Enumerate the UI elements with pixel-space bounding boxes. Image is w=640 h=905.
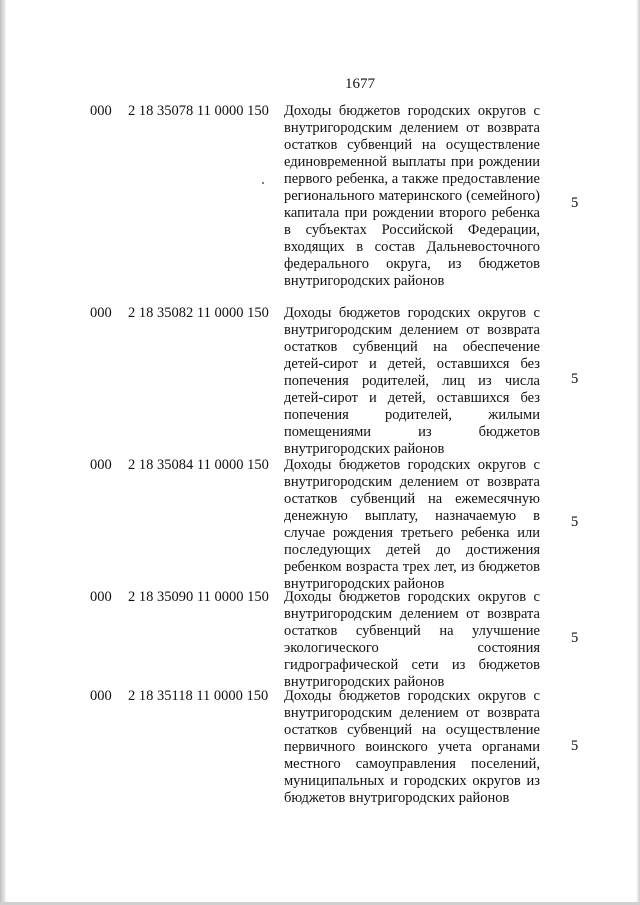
admin-code: 000 (90, 688, 112, 704)
row-value: 5 (571, 514, 579, 530)
budget-classification-code: 2 18 35084 11 0000 150 (128, 457, 269, 473)
revenue-name: Доходы бюджетов городских округов с внутригородским делением от возврата остатков субвенций на обеспечение детей-сирот и детей, оставшихся без попечения родителей, лиц из числа детей-сирот и детей, оставшихся без попечения родителей, жилыми помещениями из бюджетов внутригородских районов (284, 305, 540, 457)
budget-classification-code: 2 18 35082 11 0000 150 (128, 305, 269, 321)
row-value: 5 (571, 195, 579, 211)
scan-speck (262, 182, 264, 184)
row-value: 5 (571, 630, 579, 646)
admin-code: 000 (90, 305, 112, 321)
budget-classification-code: 2 18 35078 11 0000 150 (128, 103, 269, 119)
budget-classification-code: 2 18 35090 11 0000 150 (128, 589, 269, 605)
revenue-name: Доходы бюджетов городских округов с внутригородским делением от возврата остатков субвенций на осуществление первичного воинского учета органами местного самоуправления поселений, муниципальных и городских округов из бюджетов внутригородских районов (284, 688, 540, 806)
admin-code: 000 (90, 589, 112, 605)
scan-left-edge (0, 0, 6, 905)
scan-right-edge (636, 0, 640, 905)
revenue-name: Доходы бюджетов городских округов с внутригородским делением от возврата остатков субвенций на осуществление единовременной выплаты при рождении первого ребенка, а также предоставление регионального материнского (семейного) капитала при рождении второго ребенка в субъектах Российской Федерации, входящих в состав Дальневосточного федерального округа, из бюджетов внутригородских районов (284, 103, 540, 289)
page-number: 1677 (345, 76, 375, 92)
row-value: 5 (571, 738, 579, 754)
budget-classification-code: 2 18 35118 11 0000 150 (128, 688, 269, 704)
admin-code: 000 (90, 103, 112, 119)
row-value: 5 (571, 371, 579, 387)
admin-code: 000 (90, 457, 112, 473)
revenue-name: Доходы бюджетов городских округов с внутригородским делением от возврата остатков субвенций на ежемесячную денежную выплату, назначаемую в случае рождения третьего ребенка или последующих детей до достижения ребенком возраста трех лет, из бюджетов внутригородских районов (284, 457, 540, 592)
revenue-name: Доходы бюджетов городских округов с внутригородским делением от возврата остатков субвенций на улучшение экологического состояния гидрографической сети из бюджетов внутригородских районов (284, 589, 540, 690)
